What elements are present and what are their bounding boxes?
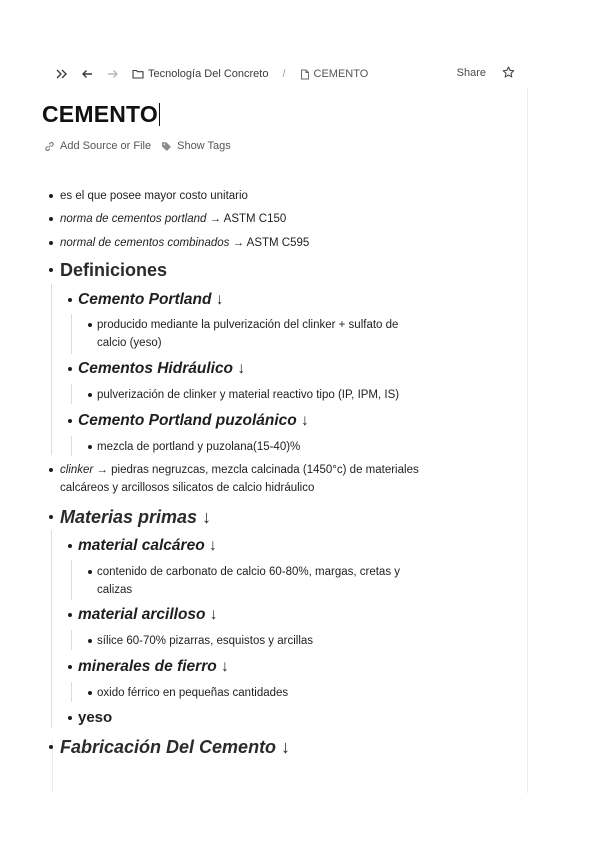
heading-material-calcareo[interactable]: material calcáreo ↓ [78, 537, 217, 554]
bullet[interactable] [88, 570, 92, 574]
list-item[interactable]: es el que posee mayor costo unitario [60, 190, 248, 202]
breadcrumb-separator: / [282, 68, 286, 80]
bullet[interactable] [68, 298, 72, 302]
heading-minerales-de-fierro[interactable]: minerales de fierro ↓ [78, 658, 229, 675]
heading-materias-primas[interactable]: Materias primas ↓ [60, 507, 212, 527]
heading-fabricacion-del-cemento[interactable]: Fabricación Del Cemento ↓ [60, 737, 291, 757]
outline-guide-materias-primas [51, 530, 52, 728]
bullet[interactable] [49, 745, 53, 749]
outline-guide-fierro [71, 682, 72, 702]
heading-yeso[interactable]: yeso [78, 709, 113, 726]
bullet[interactable] [49, 468, 53, 472]
list-item[interactable]: norma de cementos portland → ASTM C150 [60, 213, 287, 225]
bullet[interactable] [88, 691, 92, 695]
breadcrumb-notebook[interactable]: Tecnología Del Concreto [148, 68, 269, 80]
heading-cementos-hidraulico[interactable]: Cementos Hidráulico ↓ [78, 360, 246, 377]
show-tags-button[interactable]: Show Tags [161, 140, 231, 152]
list-item[interactable]: sílice 60-70% pizarras, esquistos y arcillas [97, 635, 314, 647]
bullet[interactable] [88, 323, 92, 327]
bullet[interactable] [68, 367, 72, 371]
add-source-button[interactable]: Add Source or File [44, 140, 151, 152]
bullet[interactable] [49, 217, 53, 221]
outline-guide-arcilloso [71, 630, 72, 650]
breadcrumb-page[interactable]: CEMENTO [313, 68, 369, 80]
heading-cemento-portland[interactable]: Cemento Portland ↓ [78, 291, 224, 308]
list-item[interactable]: mezcla de portland y puzolana(15-40)% [97, 441, 301, 453]
list-item[interactable]: pulverización de clinker y material reactivo tipo (IP, IPM, IS) [97, 389, 400, 401]
bullet[interactable] [49, 515, 53, 519]
list-item[interactable]: clinker → piedras negruzcas, mezcla calcinada (1450°c) de materiales calcáreos y arcillosos silicatos de calcio hidráulico [60, 464, 419, 494]
bullet[interactable] [68, 419, 72, 423]
bullet[interactable] [49, 194, 53, 198]
outline-guide-puzolanico [71, 436, 72, 456]
bullet[interactable] [88, 393, 92, 397]
outline-guide-calcareo [71, 560, 72, 600]
bullet[interactable] [68, 716, 72, 720]
list-item[interactable]: oxido férrico en pequeñas cantidades [97, 687, 289, 699]
outline-guide-cementos-hidraulico [71, 384, 72, 404]
bullet[interactable] [49, 268, 53, 272]
bullet[interactable] [88, 639, 92, 643]
list-item[interactable]: producido mediante la pulverización del clinker + sulfato de calcio (yeso) [97, 319, 399, 349]
heading-cemento-portland-puzolanico[interactable]: Cemento Portland puzolánico ↓ [78, 412, 309, 429]
share-button[interactable]: Share [456, 67, 486, 79]
bullet[interactable] [68, 665, 72, 669]
bullet[interactable] [88, 445, 92, 449]
heading-definiciones[interactable]: Definiciones [60, 260, 168, 280]
outline-guide-cemento-portland [71, 314, 72, 354]
bullet[interactable] [49, 241, 53, 245]
list-item[interactable]: contenido de carbonato de calcio 60-80%, margas, cretas y calizas [97, 566, 401, 596]
list-item[interactable]: normal de cementos combinados → ASTM C595 [60, 237, 310, 249]
heading-material-arcilloso[interactable]: material arcilloso ↓ [78, 606, 218, 623]
outline-guide-definiciones [51, 284, 52, 455]
bullet[interactable] [68, 613, 72, 617]
bullet[interactable] [68, 544, 72, 548]
page-title[interactable]: CEMENTO [42, 101, 158, 127]
